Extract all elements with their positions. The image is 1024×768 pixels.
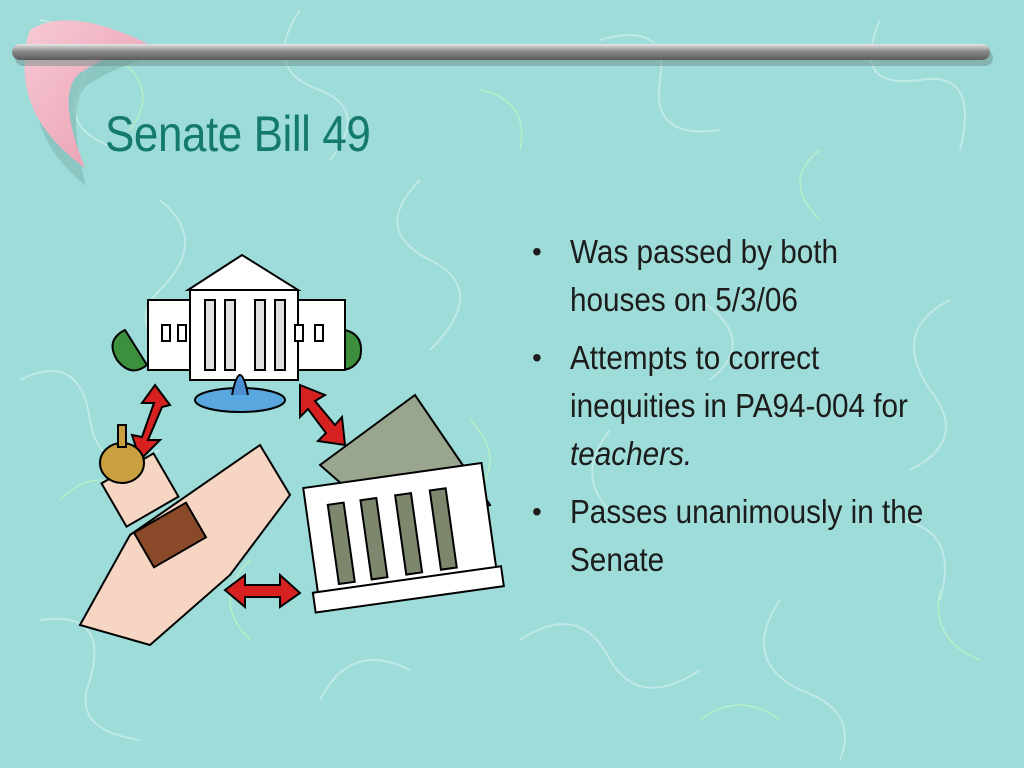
bullet-text: Was passed by both houses on 5/3/06 xyxy=(570,233,839,318)
bullet-marker: • xyxy=(532,236,542,267)
bullet-marker: • xyxy=(532,496,542,527)
government-buildings-clipart xyxy=(70,245,510,665)
bullet-emphasis: teachers. xyxy=(570,435,693,472)
bullet-text: Attempts to correct inequities in PA94-004 for xyxy=(570,339,908,424)
boomerang-rod-decoration xyxy=(0,0,1024,200)
capitol-dome-icon xyxy=(80,425,290,645)
bullet-text: Passes unanimously in the Senate xyxy=(570,493,924,578)
bullet-list xyxy=(530,228,950,594)
slide-title: Senate Bill 49 xyxy=(105,106,371,162)
bullet-item-passed xyxy=(530,228,950,324)
white-house-icon xyxy=(113,255,362,412)
bullet-item-unanimous xyxy=(530,488,950,584)
bullet-item-inequities xyxy=(530,334,950,478)
bullet-marker: • xyxy=(532,342,542,373)
